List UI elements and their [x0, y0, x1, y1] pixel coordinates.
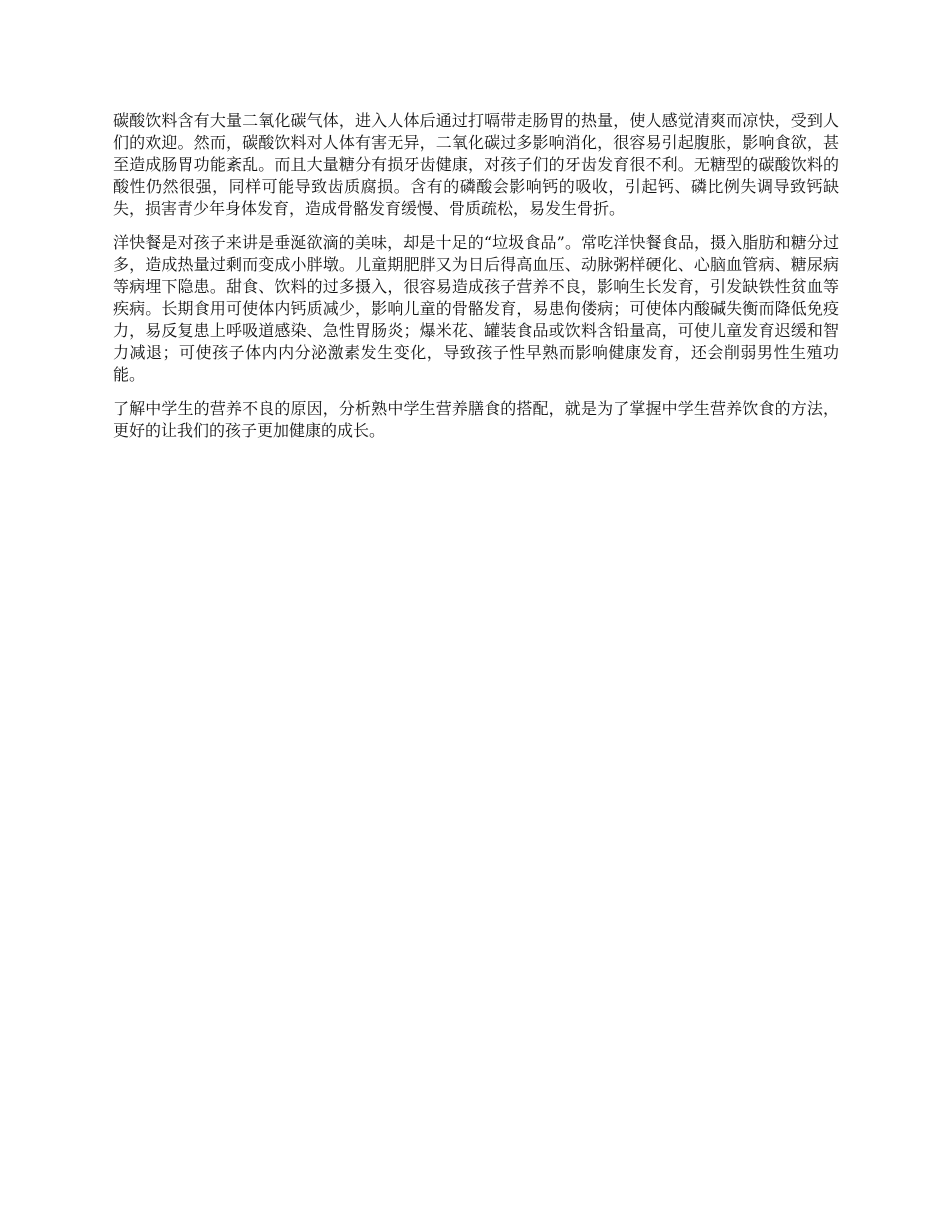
- paragraph-fast-food: 洋快餐是对孩子来讲是垂涎欲滴的美味，却是十足的“垃圾食品”。常吃洋快餐食品，摄入脂肪和糖分过多，造成热量过剩而变成小胖墩。儿童期肥胖又为日后得高血压、动脉粥样硬化、心脑血管病、糖尿病等病埋下隐患。甜食、饮料的过多摄入，很容易造成孩子营养不良，影响生长发育，引发缺铁性贫血等疾病。长期食用可使体内钙质减少，影响儿童的骨骼发育，易患佝偻病；可使体内酸碱失衡而降低免疫力，易反复患上呼吸道感染、急性胃肠炎；爆米花、罐装食品或饮料含铅量高，可使儿童发育迟缓和智力减退；可使孩子体内内分泌激素发生变化，导致孩子性早熟而影响健康发育，还会削弱男性生殖功能。: [113, 233, 839, 384]
- paragraph-conclusion: 了解中学生的营养不良的原因，分析熟中学生营养膳食的搭配，就是为了掌握中学生营养饮食的方法，更好的让我们的孩子更加健康的成长。: [113, 399, 839, 440]
- paragraph-carbonated-drinks: 碳酸饮料含有大量二氧化碳气体，进入人体后通过打嗝带走肠胃的热量，使人感觉清爽而凉快，受到人们的欢迎。然而，碳酸饮料对人体有害无异，二氧化碳过多影响消化，很容易引起腹胀，影响食欲，甚至造成肠胃功能紊乱。而且大量糖分有损牙齿健康，对孩子们的牙齿发育很不利。无糖型的碳酸饮料的酸性仍然很强，同样可能导致齿质腐损。含有的磷酸会影响钙的吸收，引起钙、磷比例失调导致钙缺失，损害青少年身体发育，造成骨骼发育缓慢、骨质疏松，易发生骨折。: [113, 111, 839, 218]
- document-body: [113, 110, 839, 454]
